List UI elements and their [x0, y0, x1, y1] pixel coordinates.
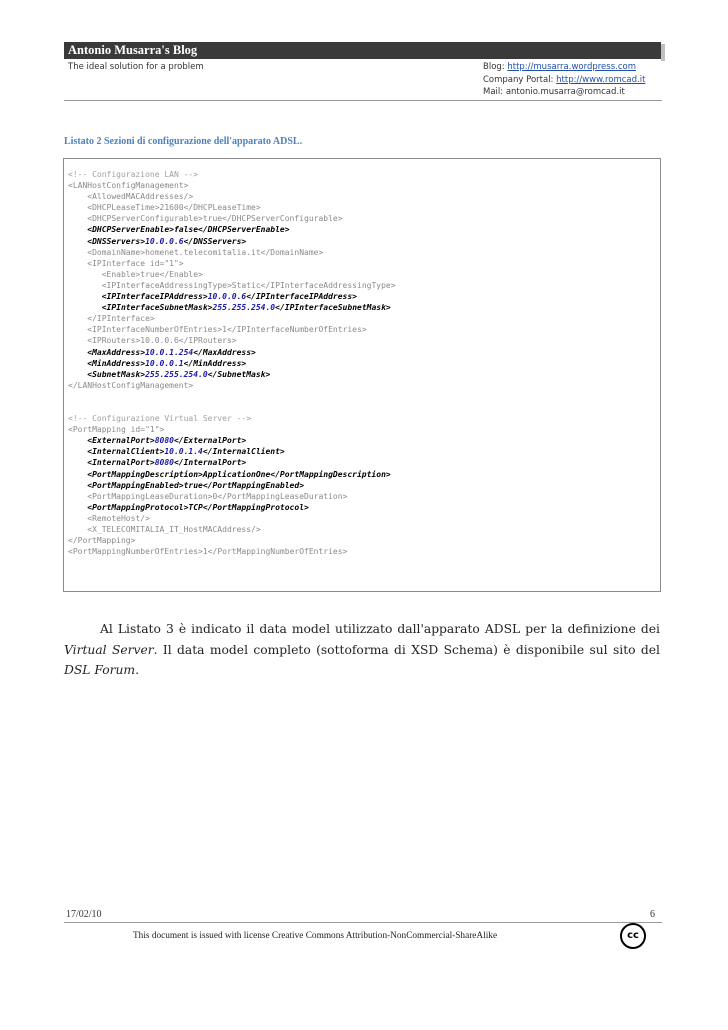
- code-token: [68, 192, 87, 201]
- code-token: </IPRouters>: [178, 336, 237, 346]
- blog-label: Blog:: [483, 62, 508, 72]
- code-listing: [68, 169, 396, 557]
- code-line: [68, 258, 396, 269]
- code-token: 10.0.1.4: [164, 447, 203, 457]
- code-token: </PortMappingNumberOfEntries>: [207, 547, 348, 557]
- code-token: <PortMappingProtocol>TCP</PortMappingProtocol>: [87, 502, 309, 512]
- mail-line: Mail: antonio.musarra@romcad.it: [483, 87, 625, 97]
- code-token: </ExternalPort>: [173, 436, 247, 446]
- code-token: true: [202, 214, 223, 224]
- code-line: [68, 513, 396, 524]
- code-line: [68, 446, 396, 457]
- code-token: 10.0.0.6: [140, 336, 179, 346]
- code-token: [68, 370, 87, 379]
- code-token: Static: [231, 280, 261, 290]
- page-number: 6: [650, 909, 655, 920]
- code-line: [68, 202, 396, 213]
- footer-date: 17/02/10: [66, 909, 102, 920]
- listing-caption: Listato 2 Sezioni di configurazione dell'apparato ADSL.: [64, 136, 303, 147]
- tagline: The ideal solution for a problem: [68, 62, 204, 72]
- code-token: </IPInterface>: [87, 314, 155, 324]
- blog-line: [483, 61, 645, 74]
- code-token: <DHCPServerEnable>false</DHCPServerEnable>: [87, 225, 290, 235]
- code-token: [68, 348, 87, 357]
- code-token: <!-- Configurazione LAN -->: [68, 170, 199, 179]
- code-line: [68, 546, 396, 557]
- code-token: </Enable>: [159, 269, 203, 279]
- code-token: <PortMappingLeaseDuration>: [87, 491, 213, 501]
- code-token: </IPInterfaceIPAddress>: [246, 292, 357, 302]
- code-token: <InternalClient>: [87, 447, 165, 457]
- code-token: [68, 359, 87, 368]
- code-token: <RemoteHost/>: [87, 513, 150, 523]
- code-line: [68, 413, 396, 424]
- code-token: <PortMapping id="1">: [68, 425, 165, 435]
- code-token: </IPInterfaceNumberOfEntries>: [226, 325, 367, 335]
- code-line: [68, 391, 396, 402]
- footer-divider: [64, 922, 662, 923]
- code-token: [68, 447, 87, 456]
- code-token: 255.255.254.0: [145, 369, 208, 379]
- code-token: 255.255.254.0: [212, 303, 276, 313]
- code-token: <DHCPLeaseTime>: [87, 203, 160, 213]
- code-token: <IPInterfaceIPAddress>: [101, 292, 208, 302]
- code-token: </SubnetMask>: [207, 369, 271, 379]
- code-token: <AllowedMACAddresses/>: [87, 192, 194, 202]
- code-token: <DHCPServerConfigurable>: [87, 214, 203, 224]
- code-token: 1: [202, 547, 208, 557]
- code-token: 10.0.0.6: [145, 236, 184, 246]
- code-token: [68, 458, 87, 467]
- code-line: [68, 191, 396, 202]
- code-line: [68, 313, 396, 324]
- blog-title-bar: [64, 42, 661, 59]
- body-text-2: . Il data model completo (sottoforma di XSD Schema) è disponibile sul sito del: [153, 642, 660, 657]
- code-token: [68, 514, 87, 523]
- code-line: [68, 335, 396, 346]
- blog-link[interactable]: http://musarra.wordpress.com: [507, 62, 636, 72]
- code-line: [68, 169, 396, 180]
- code-token: [68, 314, 87, 323]
- code-token: [68, 259, 87, 268]
- code-line: [68, 457, 396, 468]
- code-token: [68, 237, 87, 246]
- code-token: <PortMappingEnabled>true</PortMappingEnabled>: [87, 480, 305, 490]
- code-line: [68, 524, 396, 535]
- code-token: <IPRouters>: [87, 336, 141, 346]
- body-italic-dsl-forum: DSL Forum: [64, 663, 136, 677]
- code-token: <MaxAddress>: [87, 347, 146, 357]
- code-token: 21600: [159, 203, 184, 213]
- code-token: <IPInterface id="1">: [87, 258, 184, 268]
- code-line: [68, 224, 396, 235]
- code-line: [68, 236, 396, 247]
- code-token: true: [140, 269, 160, 279]
- code-line: [68, 358, 396, 369]
- code-line: [68, 469, 396, 480]
- code-token: <IPInterfaceSubnetMask>: [101, 303, 213, 313]
- code-token: 10.0.0.1: [145, 358, 184, 368]
- code-token: [68, 503, 87, 512]
- contact-info: [483, 61, 645, 99]
- code-token: 8080: [154, 458, 174, 468]
- header-divider: [64, 100, 662, 101]
- code-token: [68, 470, 87, 479]
- code-token: <ExternalPort>: [87, 436, 155, 446]
- portal-link[interactable]: http://www.romcad.it: [556, 74, 646, 85]
- code-line: [68, 380, 396, 391]
- code-line: [68, 324, 396, 335]
- code-token: [68, 492, 87, 501]
- code-token: 10.0.0.6: [207, 292, 247, 302]
- code-token: </MaxAddress>: [193, 347, 256, 357]
- code-line: [68, 213, 396, 224]
- code-token: [68, 436, 87, 445]
- body-paragraph: [64, 619, 660, 681]
- code-token: <Enable>: [101, 269, 141, 279]
- code-token: </DNSServers>: [183, 236, 247, 246]
- code-token: [68, 525, 87, 534]
- code-token: </InternalPort>: [173, 458, 247, 468]
- creative-commons-icon: cc: [620, 923, 646, 949]
- code-token: [68, 292, 102, 301]
- code-token: <DNSServers>: [87, 236, 146, 246]
- code-token: <X_TELECOMITALIA_IT_HostMACAddress/>: [87, 525, 261, 534]
- code-line: [68, 280, 396, 291]
- code-line: [68, 347, 396, 358]
- code-token: [68, 270, 102, 279]
- code-token: <!-- Configurazione Virtual Server -->: [68, 414, 252, 424]
- code-line: [68, 180, 396, 191]
- code-token: <IPInterfaceNumberOfEntries>: [87, 325, 223, 335]
- code-token: </DomainName>: [260, 247, 324, 257]
- code-token: [68, 248, 87, 257]
- code-token: </LANHostConfigManagement>: [68, 380, 194, 390]
- portal-line: [483, 74, 645, 87]
- code-token: homenet.telecomitalia.it: [145, 247, 261, 257]
- code-token: [68, 481, 87, 490]
- code-line: [68, 424, 396, 435]
- code-token: </DHCPLeaseTime>: [183, 203, 261, 213]
- code-token: 0: [212, 491, 218, 501]
- code-token: </PortMappingLeaseDuration>: [217, 491, 348, 501]
- code-line: [68, 535, 396, 546]
- code-token: </InternalClient>: [202, 447, 285, 457]
- code-line: [68, 502, 396, 513]
- code-token: <PortMappingNumberOfEntries>: [68, 547, 203, 557]
- code-token: </MinAddress>: [183, 358, 247, 368]
- code-line: [68, 435, 396, 446]
- code-line: [68, 302, 396, 313]
- code-line: [68, 491, 396, 502]
- code-line: [68, 369, 396, 380]
- body-text-3: .: [135, 663, 140, 677]
- code-token: <MinAddress>: [87, 358, 146, 368]
- code-line: [68, 269, 396, 280]
- license-notice: This document is issued with license Creative Commons Attribution-NonCommercial-ShareAlike: [133, 931, 498, 941]
- code-token: <IPInterfaceAddressingType>: [101, 280, 232, 290]
- code-line: [68, 402, 396, 413]
- code-token: [68, 325, 87, 334]
- code-token: [68, 214, 87, 223]
- code-token: </IPInterfaceAddressingType>: [260, 280, 396, 290]
- blog-title: Antonio Musarra's Blog: [68, 43, 198, 57]
- code-token: 8080: [154, 436, 174, 446]
- code-token: <SubnetMask>: [87, 369, 146, 379]
- code-token: [68, 303, 102, 312]
- code-line: [68, 247, 396, 258]
- code-token: <DomainName>: [87, 247, 146, 257]
- code-token: [68, 281, 102, 290]
- code-token: [68, 225, 87, 234]
- body-italic-virtual-server: Virtual Server: [64, 642, 154, 657]
- code-token: <InternalPort>: [87, 458, 155, 468]
- code-token: 1: [222, 325, 227, 335]
- code-token: [68, 336, 87, 345]
- body-text-1: Al Listato 3 è indicato il data model utilizzato dall'apparato ADSL per la definizione dei: [100, 622, 660, 636]
- code-token: 10.0.1.254: [145, 347, 194, 357]
- code-token: <PortMappingDescription>ApplicationOne</PortMappingDescription>: [87, 469, 391, 479]
- code-token: </PortMapping>: [68, 536, 136, 546]
- code-token: [68, 203, 87, 212]
- code-line: [68, 480, 396, 491]
- portal-label: Company Portal:: [483, 74, 557, 85]
- code-line: [68, 291, 396, 302]
- code-token: </IPInterfaceSubnetMask>: [275, 303, 391, 313]
- code-token: </DHCPServerConfigurable>: [222, 214, 343, 224]
- code-token: <LANHostConfigManagement>: [68, 181, 189, 191]
